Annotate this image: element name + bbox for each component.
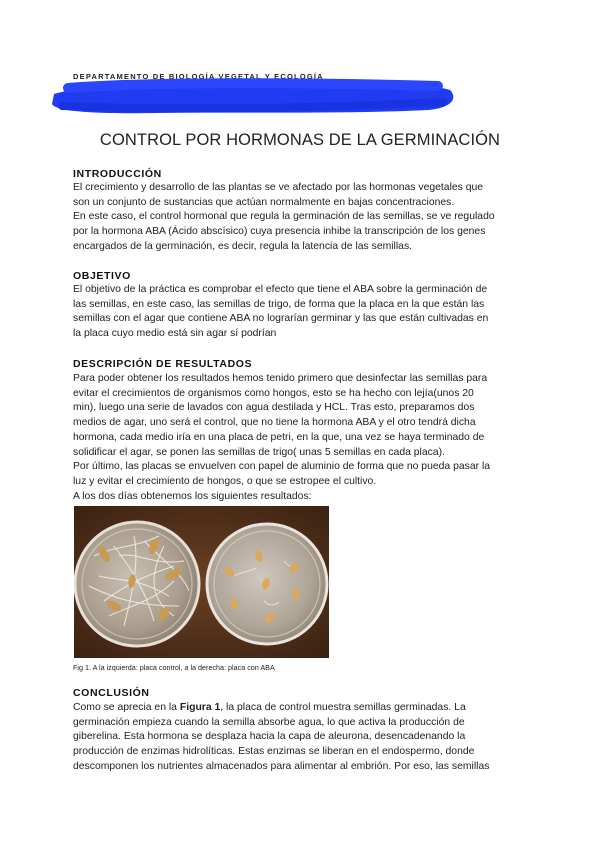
text-line: hormona, cada medio iría en una placa de petri, en la que, una vez se haya terminado de: [73, 431, 485, 443]
text-line: por la hormona ABA (Ácido abscísico) cuya presencia inhibe la transcripción de los genes: [73, 226, 486, 238]
text-line: descomponen los nutrientes almacenados para alimentar al embrión. Por eso, las semillas: [73, 760, 490, 772]
text-line: medios de agar, uno será el control, que no tiene la hormona ABA y el otro tendrá dicha: [73, 417, 476, 429]
text-line: El objetivo de la práctica es comprobar el efecto que tiene el ABA sobre la germinación de: [73, 284, 488, 295]
text-line: El crecimiento y desarrollo de las plantas se ve afectado por las hormonas vegetales que: [73, 182, 484, 193]
text-line: [73, 701, 523, 716]
text-line: son un conjunto de sustancias que actúan normalmente en bajas concentraciones.: [73, 196, 455, 208]
figure-caption: Fig 1. A la izquierda: placa control, a la derecha: placa con ABA: [73, 663, 275, 672]
section-heading-resultados: DESCRIPCIÓN DE RESULTADOS: [73, 358, 253, 370]
petri-dish-photo: [74, 506, 329, 658]
text-line: producción de enzimas hidrolíticas. Estas enzimas se liberan en el endospermo, donde: [73, 746, 475, 758]
text-run: Como se aprecia en la: [73, 702, 180, 713]
text-line: Para poder obtener los resultados hemos tenido primero que desinfectar las semillas para: [73, 373, 488, 384]
text-line: germinación empieza cuando la semilla absorbe agua, lo que activa la producción de: [73, 716, 465, 728]
text-run: , la placa de control muestra semillas germinadas. La: [220, 702, 466, 713]
redaction-mark: [48, 76, 458, 116]
resultados-paragraph: [73, 372, 523, 504]
text-line: las semillas, en este caso, las semillas de trigo, de forma que la placa en la que están las: [73, 298, 485, 310]
text-line: luz y evitar el crecimiento de hongos, o que se estropee el cultivo.: [73, 475, 377, 487]
text-line: semillas con el agar que contiene ABA no lograrían germinar y las que están cultivadas en: [73, 313, 489, 325]
section-heading-conclusion: CONCLUSIÓN: [73, 687, 150, 699]
control-dish: [75, 522, 199, 646]
introduccion-paragraph: [73, 181, 523, 255]
text-line: A los dos días obtenemos los siguientes resultados:: [73, 490, 312, 502]
department-header: DEPARTAMENTO DE BIOLOGÍA VEGETAL Y ECOLOGÍA: [73, 72, 324, 81]
section-heading-introduccion: INTRODUCCIÓN: [73, 168, 162, 180]
text-line: evitar el crecimientos de organismos como hongos, esto se ha hecho con lejía(unos 20: [73, 387, 474, 399]
aba-dish: [207, 524, 327, 644]
document-title: CONTROL POR HORMONAS DE LA GERMINACIÓN: [99, 131, 501, 149]
objetivo-paragraph: [73, 283, 523, 342]
text-line: En este caso, el control hormonal que regula la germinación de las semillas, se ve regulado: [73, 211, 495, 223]
figure-reference: Figura 1: [179, 702, 221, 713]
text-line: la placa cuyo medio está sin agar sí podrían: [73, 328, 277, 340]
section-heading-objetivo: OBJETIVO: [73, 270, 131, 282]
text-line: giberelina. Esta hormona se desplaza hacia la capa de aleurona, desencadenando la: [73, 731, 466, 743]
text-line: solidificar el agar, se ponen las semillas de trigo( unas 5 semillas en cada placa).: [73, 446, 445, 458]
text-line: encargados de la germinación, es decir, regula la latencia de las semillas.: [73, 240, 413, 252]
conclusion-paragraph: [73, 701, 523, 775]
text-line: min), luego una serie de lavados con agua destilada y HCL. Tras esto, preparamos dos: [73, 402, 475, 414]
text-line: Por último, las placas se envuelven con papel de aluminio de forma que no pueda pasar la: [73, 461, 491, 473]
